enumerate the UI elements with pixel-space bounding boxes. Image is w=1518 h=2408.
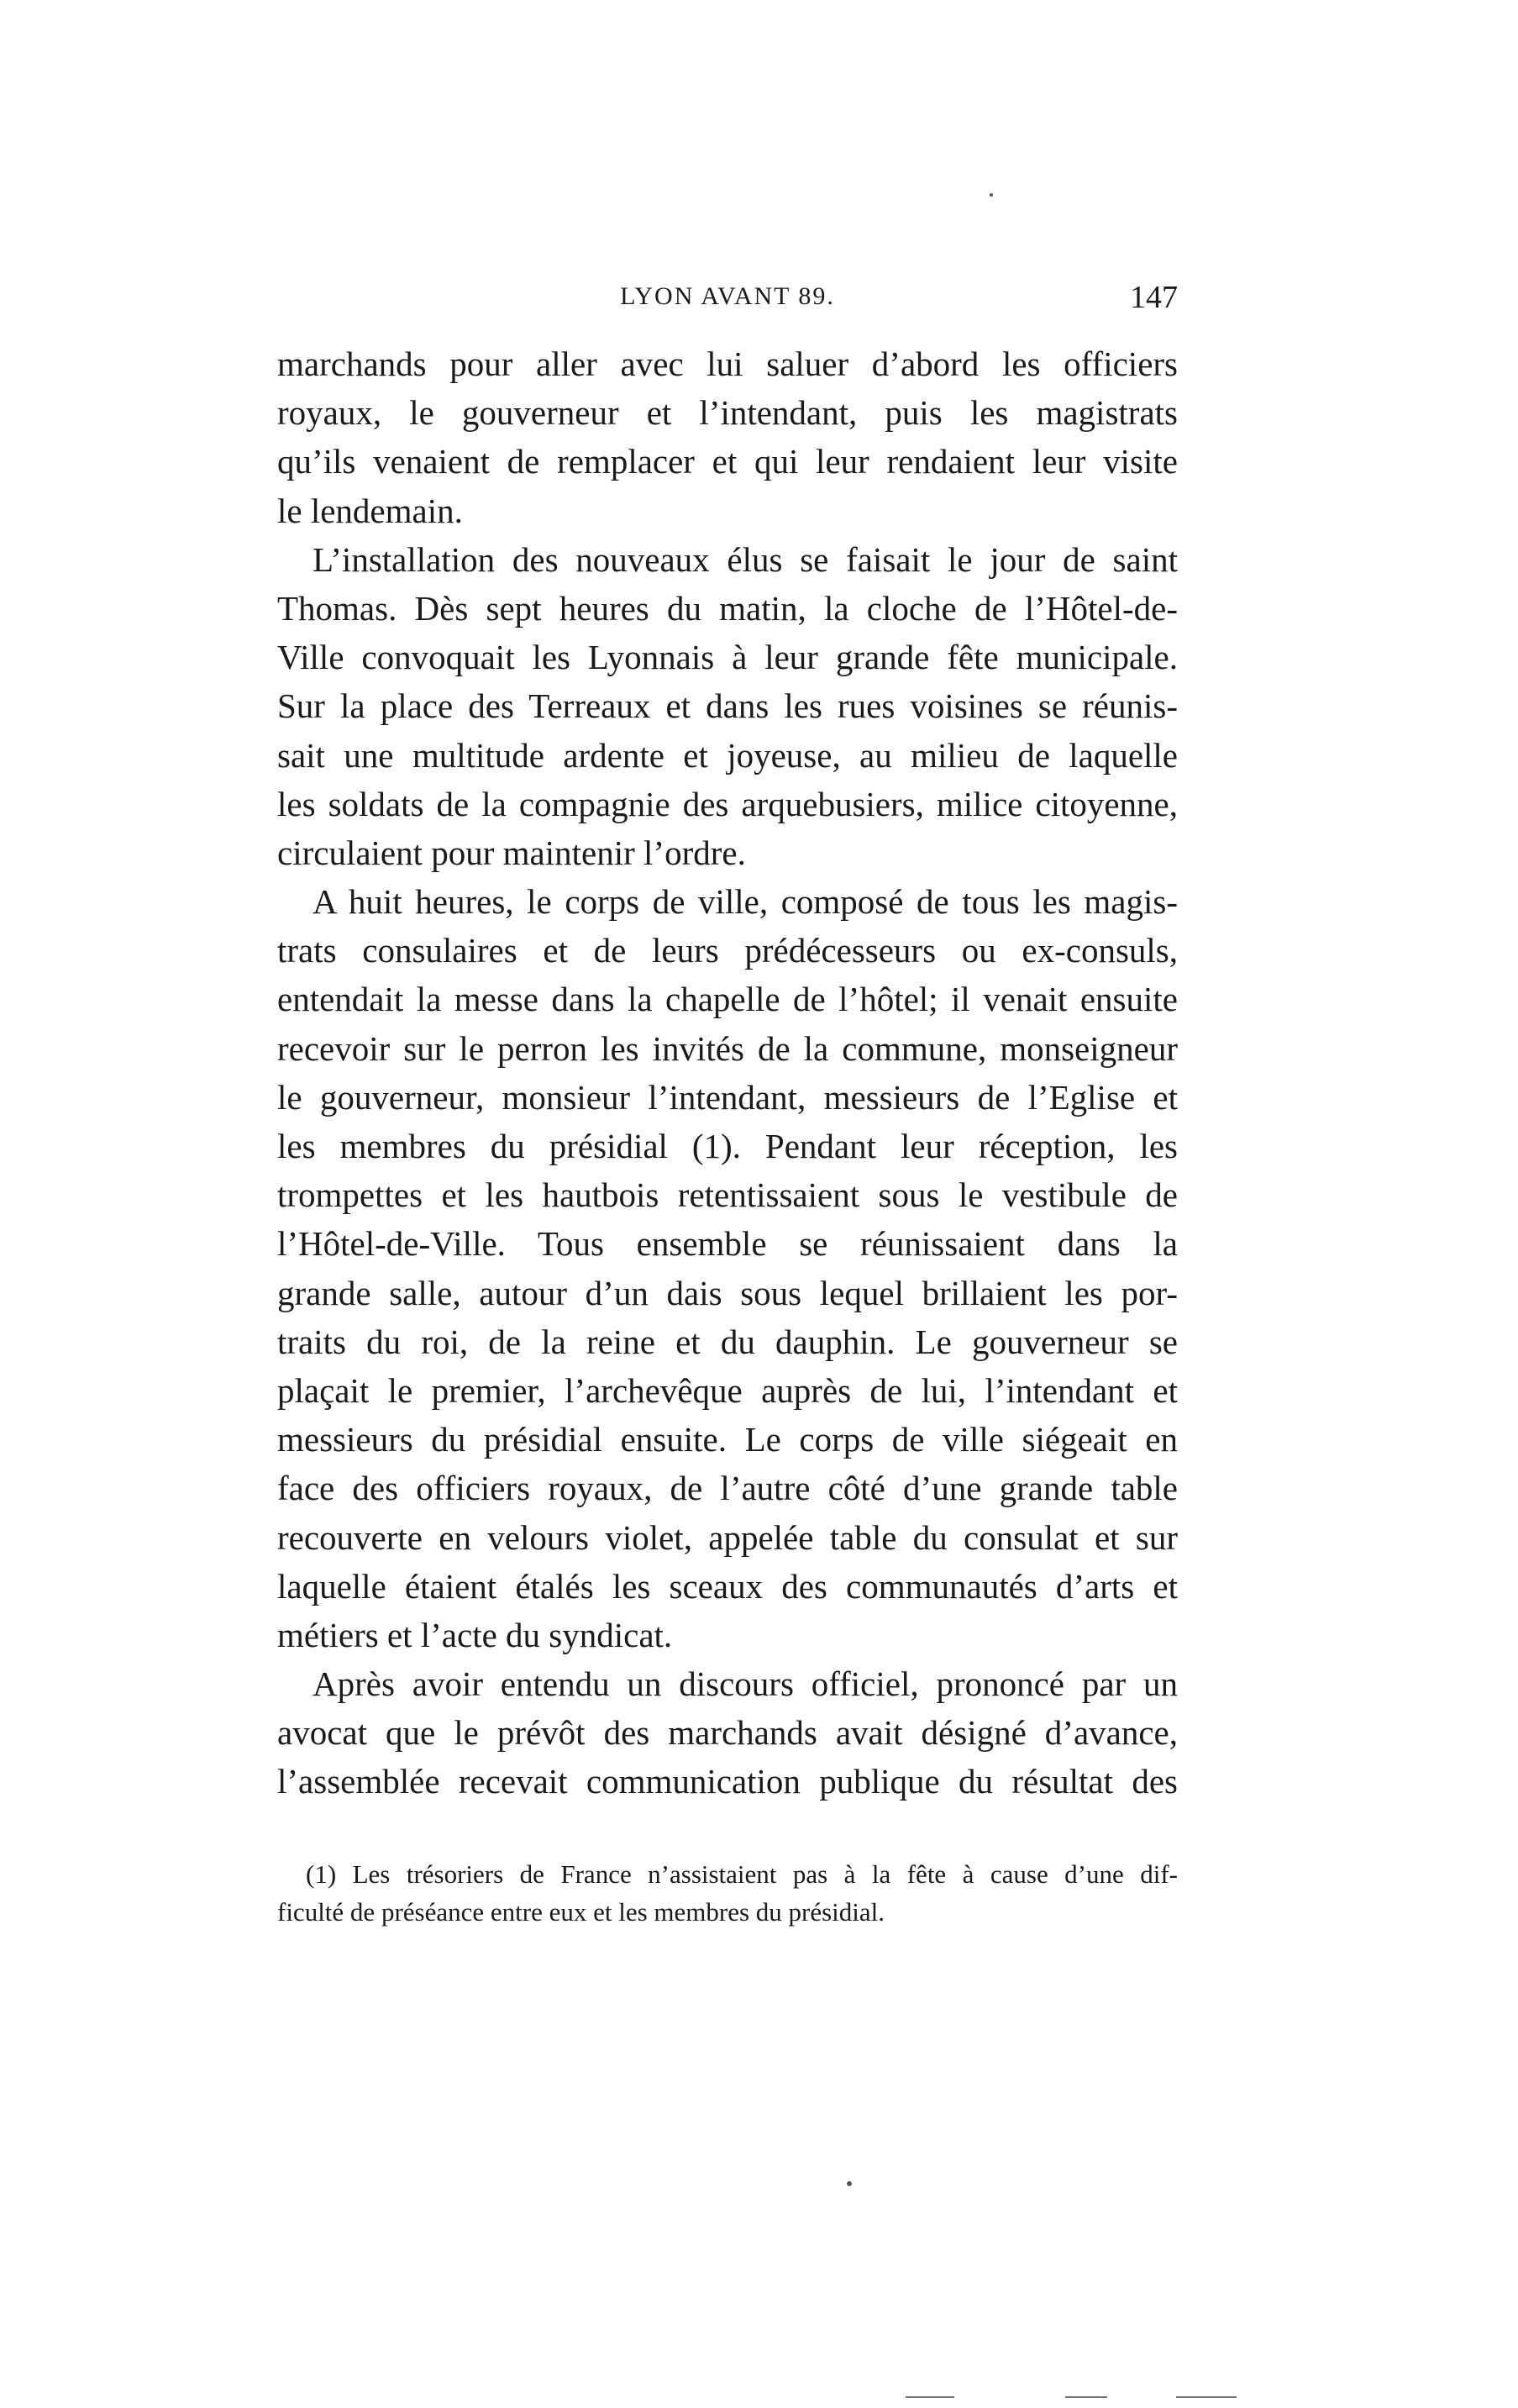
footnote-line: ficulté de préséance entre eux et les membres du présidial. [277, 1897, 885, 1927]
text-line: les soldats de la compagnie des arquebusiers, milice citoyenne, [277, 784, 1178, 823]
text-line: recevoir sur le perron les invités de la commune, monseigneur [277, 1028, 1178, 1068]
text-line: métiers et l’acte du syndicat. [277, 1615, 673, 1654]
text-line: Ville convoquait les Lyonnais à leur grande fête municipale. [277, 638, 1178, 677]
text-line: le lendemain. [277, 491, 463, 530]
text-line: L’installation des nouveaux élus se faisait le jour de saint [313, 539, 1178, 579]
body-text [277, 339, 1178, 1806]
text-line: l’assemblée recevait communication publique du résultat des [277, 1762, 1178, 1801]
footnote-line: (1) Les trésoriers de France n’assistaient pas à la fête à cause d’une dif- [306, 1859, 1178, 1889]
text-line: Sur la place des Terreaux et dans les rues voisines se réunis- [277, 686, 1178, 726]
text-line: marchands pour aller avec lui saluer d’abord les officiers [277, 344, 1178, 383]
text-line: sait une multitude ardente et joyeuse, au milieu de laquelle [277, 735, 1178, 775]
text-line: messieurs du présidial ensuite. Le corps de ville siégeait en [277, 1420, 1178, 1459]
text-line: les membres du présidial (1). Pendant leur réception, les [277, 1127, 1178, 1165]
text-line: traits du roi, de la reine et du dauphin. Le gouverneur se [277, 1322, 1178, 1361]
scan-edge-mark [1065, 2396, 1107, 2398]
text-line: entendait la messe dans la chapelle de l’hôtel; il venait ensuite [277, 980, 1178, 1019]
text-line: circulaient pour maintenir l’ordre. [277, 833, 746, 872]
text-line: trompettes et les hautbois retentissaient sous le vestibule de [277, 1175, 1178, 1215]
text-line: Thomas. Dès sept heures du matin, la cloche de l’Hôtel-de- [277, 588, 1178, 628]
text-line: l’Hôtel-de-Ville. Tous ensemble se réunissaient dans la [277, 1224, 1178, 1264]
text-line: Après avoir entendu un discours officiel, prononcé par un [313, 1664, 1178, 1704]
scan-edge-mark [906, 2396, 954, 2398]
scan-speck [990, 193, 993, 197]
text-line: le gouverneur, monsieur l’intendant, messieurs de l’Eglise et [277, 1077, 1178, 1117]
running-head [277, 282, 1178, 324]
text-line: royaux, le gouverneur et l’intendant, puis les magistrats [277, 393, 1178, 433]
running-title: LYON AVANT 89. [620, 282, 835, 310]
text-line: A huit heures, le corps de ville, composé de tous les magis- [313, 882, 1178, 922]
text-line: recouverte en velours violet, appelée table du consulat et sur [277, 1517, 1178, 1557]
scan-edge-mark [1176, 2396, 1237, 2398]
scan-speck [847, 2181, 852, 2186]
text-line: avocat que le prévôt des marchands avait désigné d’avance, [277, 1713, 1178, 1753]
text-line: grande salle, autour d’un dais sous lequel brillaient les por- [277, 1273, 1178, 1312]
text-line: trats consulaires et de leurs prédécesseurs ou ex-consuls, [277, 931, 1178, 970]
text-line: face des officiers royaux, de l’autre côté d’une grande table [277, 1469, 1178, 1508]
text-line: qu’ils venaient de remplacer et qui leur rendaient leur visite [277, 442, 1178, 481]
page-number: 147 [1130, 280, 1178, 315]
text-line: plaçait le premier, l’archevêque auprès de lui, l’intendant et [277, 1370, 1178, 1410]
footnotes [277, 1855, 1178, 1931]
text-line: laquelle étaient étalés les sceaux des communautés d’arts et [277, 1566, 1178, 1606]
